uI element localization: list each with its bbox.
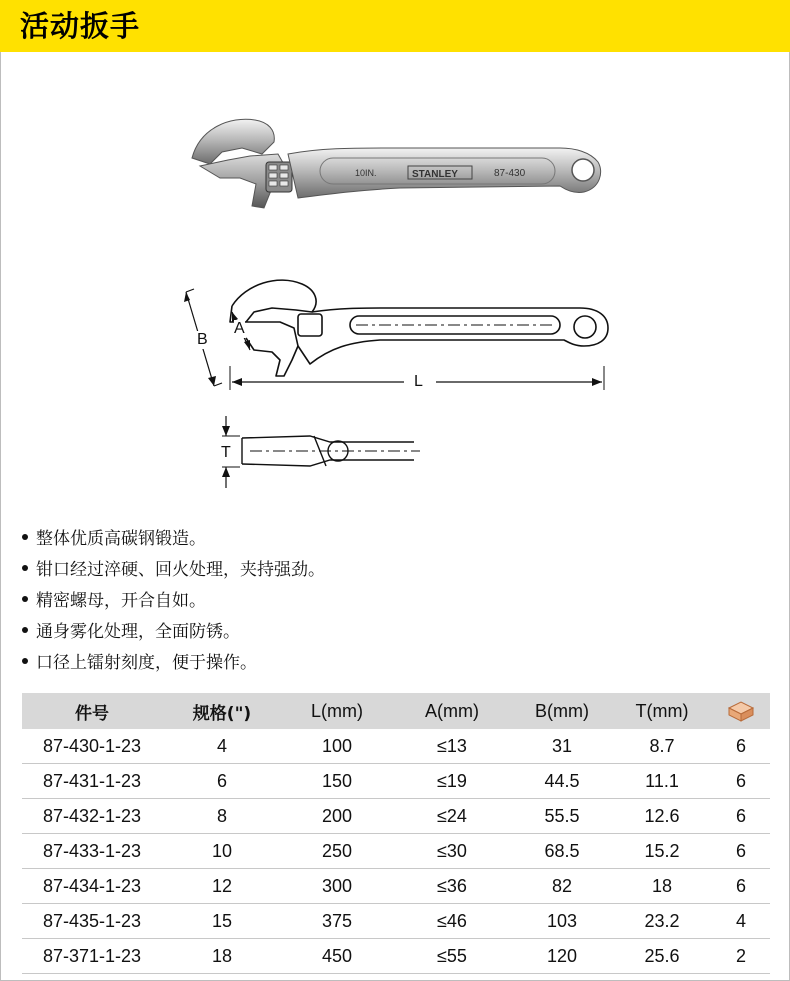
cell-opening: ≤36 bbox=[392, 869, 512, 904]
cell-opening: ≤55 bbox=[392, 939, 512, 974]
cell-size: 10 bbox=[162, 834, 282, 869]
cell-size: 12 bbox=[162, 869, 282, 904]
col-header-length: L(mm) bbox=[282, 693, 392, 729]
cell-thickness: 15.2 bbox=[612, 834, 712, 869]
cell-pack-qty: 6 bbox=[712, 869, 770, 904]
cell-length: 100 bbox=[282, 729, 392, 764]
cell-pack-qty: 2 bbox=[712, 939, 770, 974]
cell-size: 8 bbox=[162, 799, 282, 834]
cell-pack-qty: 6 bbox=[712, 834, 770, 869]
box-icon bbox=[726, 699, 756, 723]
wrench-photo bbox=[180, 108, 610, 228]
bullet-icon bbox=[22, 596, 28, 602]
cell-part-no: 87-432-1-23 bbox=[22, 799, 162, 834]
dimension-a-label: A bbox=[234, 320, 245, 337]
feature-text: 精密螺母，开合自如。 bbox=[36, 591, 206, 611]
col-header-size: 规格(") bbox=[162, 693, 282, 729]
bullet-icon bbox=[22, 534, 28, 540]
feature-text: 整体优质高碳钢锻造。 bbox=[36, 529, 206, 549]
cell-thickness: 11.1 bbox=[612, 764, 712, 799]
cell-pack-qty: 6 bbox=[712, 799, 770, 834]
feature-list bbox=[22, 524, 325, 679]
table-row bbox=[22, 869, 770, 904]
model-engraving: 87-430 bbox=[494, 168, 526, 179]
table-row bbox=[22, 799, 770, 834]
cell-size: 6 bbox=[162, 764, 282, 799]
col-header-pack-qty bbox=[712, 693, 770, 729]
list-item bbox=[22, 617, 325, 648]
cell-thickness: 18 bbox=[612, 869, 712, 904]
col-header-part-no: 件号 bbox=[22, 693, 162, 729]
cell-part-no: 87-434-1-23 bbox=[22, 869, 162, 904]
wrench-dimension-drawing bbox=[180, 278, 620, 398]
dimension-t-label: T bbox=[221, 444, 231, 461]
feature-text: 通身雾化处理，全面防锈。 bbox=[36, 622, 240, 642]
cell-size: 18 bbox=[162, 939, 282, 974]
cell-length: 375 bbox=[282, 904, 392, 939]
cell-length: 200 bbox=[282, 799, 392, 834]
table-row bbox=[22, 904, 770, 939]
spec-table bbox=[22, 693, 770, 974]
cell-length: 250 bbox=[282, 834, 392, 869]
cell-opening: ≤13 bbox=[392, 729, 512, 764]
cell-length: 450 bbox=[282, 939, 392, 974]
table-row bbox=[22, 764, 770, 799]
brand-engraving: STANLEY bbox=[412, 169, 458, 180]
cell-part-no: 87-371-1-23 bbox=[22, 939, 162, 974]
feature-text: 口径上镭射刻度，便于操作。 bbox=[36, 653, 257, 673]
bullet-icon bbox=[22, 627, 28, 633]
wrench-side-view bbox=[210, 412, 430, 492]
dimension-l-label: L bbox=[414, 373, 423, 390]
bullet-icon bbox=[22, 658, 28, 664]
cell-part-no: 87-433-1-23 bbox=[22, 834, 162, 869]
cell-pack-qty: 6 bbox=[712, 764, 770, 799]
cell-head-width: 31 bbox=[512, 729, 612, 764]
cell-size: 4 bbox=[162, 729, 282, 764]
cell-head-width: 82 bbox=[512, 869, 612, 904]
list-item bbox=[22, 586, 325, 617]
table-header-row bbox=[22, 693, 770, 729]
feature-text: 钳口经过淬硬、回火处理，夹持强劲。 bbox=[36, 560, 325, 580]
cell-part-no: 87-430-1-23 bbox=[22, 729, 162, 764]
cell-thickness: 25.6 bbox=[612, 939, 712, 974]
cell-length: 150 bbox=[282, 764, 392, 799]
cell-opening: ≤19 bbox=[392, 764, 512, 799]
cell-thickness: 23.2 bbox=[612, 904, 712, 939]
cell-size: 15 bbox=[162, 904, 282, 939]
cell-pack-qty: 4 bbox=[712, 904, 770, 939]
cell-head-width: 103 bbox=[512, 904, 612, 939]
cell-thickness: 12.6 bbox=[612, 799, 712, 834]
dimension-b-label: B bbox=[197, 331, 208, 348]
cell-opening: ≤24 bbox=[392, 799, 512, 834]
cell-thickness: 8.7 bbox=[612, 729, 712, 764]
cell-head-width: 55.5 bbox=[512, 799, 612, 834]
page-title: 活动扳手 bbox=[20, 9, 141, 43]
table-row bbox=[22, 729, 770, 764]
cell-length: 300 bbox=[282, 869, 392, 904]
table-row bbox=[22, 834, 770, 869]
title-bar bbox=[0, 0, 790, 52]
cell-head-width: 44.5 bbox=[512, 764, 612, 799]
cell-head-width: 68.5 bbox=[512, 834, 612, 869]
cell-part-no: 87-435-1-23 bbox=[22, 904, 162, 939]
list-item bbox=[22, 555, 325, 586]
col-header-head-width: B(mm) bbox=[512, 693, 612, 729]
list-item bbox=[22, 524, 325, 555]
bullet-icon bbox=[22, 565, 28, 571]
size-engraving: 10IN. bbox=[355, 168, 377, 178]
col-header-opening: A(mm) bbox=[392, 693, 512, 729]
col-header-thickness: T(mm) bbox=[612, 693, 712, 729]
list-item bbox=[22, 648, 325, 679]
cell-part-no: 87-431-1-23 bbox=[22, 764, 162, 799]
table-row bbox=[22, 939, 770, 974]
cell-head-width: 120 bbox=[512, 939, 612, 974]
cell-opening: ≤46 bbox=[392, 904, 512, 939]
cell-pack-qty: 6 bbox=[712, 729, 770, 764]
cell-opening: ≤30 bbox=[392, 834, 512, 869]
